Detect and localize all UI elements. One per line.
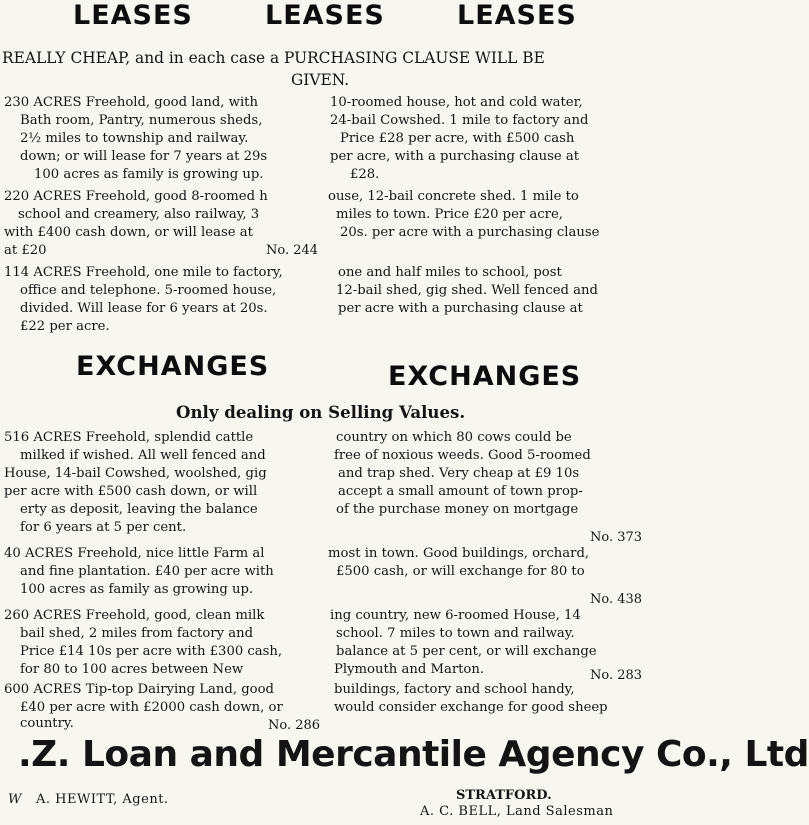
listing-220-l3: at £20 (4, 243, 47, 258)
listing-516-r3: accept a small amount of town prop- (338, 484, 583, 499)
listing-220-r1: miles to town. Price £20 per acre, (336, 207, 563, 222)
listing-516-r2: and trap shed. Very cheap at £9 10s (338, 466, 580, 481)
listing-40-number: No. 438 (590, 592, 643, 607)
listing-516-l4: erty as deposit, leaving the balance (20, 502, 258, 517)
listing-230-r0: 10-roomed house, hot and cold water, (330, 95, 583, 110)
listing-600-l1: £40 per acre with £2000 cash down, or (20, 700, 283, 715)
listing-114-l3: £22 per acre. (20, 319, 110, 334)
listing-516-number: No. 373 (590, 530, 643, 545)
listing-220-l1: school and creamery, also railway, 3 (18, 207, 260, 222)
listing-600-r0: buildings, factory and school handy, (334, 682, 575, 697)
listing-260-l3: for 80 to 100 acres between New (20, 662, 244, 677)
agency-name: .Z. Loan and Mercantile Agency Co., Ltd (18, 734, 809, 775)
leases-subheading-line1: REALLY CHEAP, and in each case a PURCHASING CLAUSE WILL BE (2, 49, 545, 67)
listing-600-l2: country. (20, 716, 74, 731)
listing-260-r1: school. 7 miles to town and railway. (336, 626, 575, 641)
listing-230-r3: per acre, with a purchasing clause at (330, 149, 580, 164)
listing-260-l0: 260 ACRES Freehold, good, clean milk (4, 608, 265, 623)
listing-600-l0: 600 ACRES Tip-top Dairying Land, good (4, 682, 274, 697)
listing-516-l3: per acre with £500 cash down, or will (4, 484, 258, 499)
listing-220-r0: ouse, 12-bail concrete shed. 1 mile to (328, 189, 579, 204)
listing-114-r1: 12-bail shed, gig shed. Well fenced and (336, 283, 598, 298)
listing-114-l1: office and telephone. 5-roomed house, (20, 283, 277, 298)
listing-230-r1: 24-bail Cowshed. 1 mile to factory and (330, 113, 589, 128)
listing-600-r1: would consider exchange for good sheep (334, 700, 608, 715)
heading-exchanges-2: EXCHANGES (388, 361, 582, 392)
listing-114-l0: 114 ACRES Freehold, one mile to factory, (4, 265, 283, 280)
listing-230-r2: Price £28 per acre, with £500 cash (340, 131, 575, 146)
listing-40-l0: 40 ACRES Freehold, nice little Farm al (4, 546, 265, 561)
listing-114-r2: per acre with a purchasing clause at (338, 301, 583, 316)
heading-leases-3: LEASES (457, 0, 577, 31)
heading-exchanges-1: EXCHANGES (76, 351, 270, 382)
right-agent: A. C. BELL, Land Salesman (420, 804, 614, 819)
listing-230-l4: 100 acres as family is growing up. (34, 167, 264, 182)
listing-516-r0: country on which 80 cows could be (336, 430, 572, 445)
left-agent-prefix: W (8, 792, 22, 807)
leases-subheading-line2: GIVEN. (291, 71, 350, 89)
listing-260-r2: balance at 5 per cent, or will exchange (336, 644, 597, 659)
listing-260-l1: bail shed, 2 miles from factory and (20, 626, 254, 641)
listing-230-l0: 230 ACRES Freehold, good land, with (4, 95, 258, 110)
listing-600-number: No. 286 (268, 718, 321, 733)
listing-516-l5: for 6 years at 5 per cent. (20, 520, 187, 535)
heading-leases-1: LEASES (73, 0, 193, 31)
listing-516-l0: 516 ACRES Freehold, splendid cattle (4, 430, 254, 445)
listing-230-r4: £28. (350, 167, 380, 182)
exchanges-subheading: Only dealing on Selling Values. (176, 402, 466, 422)
listing-220-l0: 220 ACRES Freehold, good 8-roomed h (4, 189, 268, 204)
stratford-label: STRATFORD. (456, 788, 552, 803)
listing-114-l2: divided. Will lease for 6 years at 20s. (20, 301, 268, 316)
listing-220-r2: 20s. per acre with a purchasing clause (340, 225, 600, 240)
listing-230-l1: Bath room, Pantry, numerous sheds, (20, 113, 263, 128)
listing-40-l1: and fine plantation. £40 per acre with (20, 564, 274, 579)
listing-220-l2: with £400 cash down, or will lease at (4, 225, 253, 240)
listing-516-r4: of the purchase money on mortgage (336, 502, 579, 517)
listing-40-l2: 100 acres as family as growing up. (20, 582, 254, 597)
listing-40-r0: most in town. Good buildings, orchard, (328, 546, 590, 561)
listing-230-l2: 2½ miles to township and railway. (20, 131, 249, 146)
listing-114-r0: one and half miles to school, post (338, 265, 562, 280)
listing-516-l2: House, 14-bail Cowshed, woolshed, gig (4, 466, 267, 481)
listing-260-number: No. 283 (590, 668, 643, 683)
listing-40-r1: £500 cash, or will exchange for 80 to (336, 564, 585, 579)
listing-260-l2: Price £14 10s per acre with £300 cash, (20, 644, 283, 659)
listing-516-l1: milked if wished. All well fenced and (20, 448, 266, 463)
heading-leases-2: LEASES (265, 0, 385, 31)
listing-260-r0: ing country, new 6-roomed House, 14 (330, 608, 581, 623)
listing-230-l3: down; or will lease for 7 years at 29s (20, 149, 268, 164)
listing-220-number: No. 244 (266, 243, 319, 258)
left-agent: A. HEWITT, Agent. (36, 792, 169, 807)
listing-260-r3: Plymouth and Marton. (334, 662, 485, 677)
listing-516-r1: free of noxious weeds. Good 5-roomed (334, 448, 591, 463)
